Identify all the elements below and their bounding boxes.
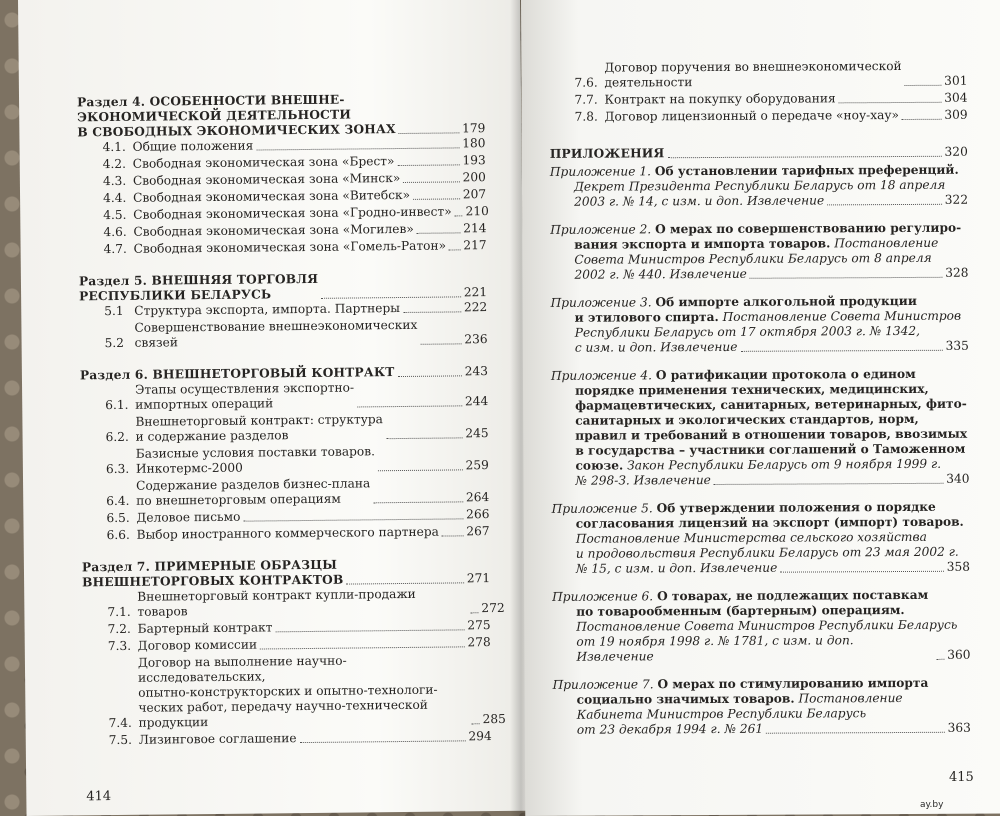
item-title: Этапы осуществления экспортно- импортных операций [135, 380, 355, 412]
item-title: Свободная экономическая зона «Гродно-инвест» [133, 204, 452, 222]
dot-leader [827, 204, 942, 206]
dot-leader [470, 612, 478, 613]
appendix-source-line: 2003 г. № 14, с изм. и доп. Извлечение [574, 193, 825, 209]
appendix-header [550, 145, 968, 162]
dot-leader [378, 469, 463, 471]
page-ref: 294 [468, 729, 492, 744]
appendix-label: Приложение 5. [551, 501, 653, 516]
toc-item [106, 443, 489, 477]
page-ref: 322 [944, 192, 969, 207]
right-page [521, 0, 1000, 816]
dot-leader [243, 518, 463, 521]
item-number: 7.2. [107, 621, 131, 637]
toc-section-4 [77, 91, 487, 257]
item-title: Деловое письмо [136, 509, 241, 525]
item-number: 6.2. [105, 429, 129, 445]
appendix-source-line: от 19 ноября 1998 г. № 1781, с изм. и доп. Извлечение [576, 633, 854, 664]
dot-leader [839, 102, 942, 104]
item-number: 4.4. [103, 190, 127, 206]
item-number: 4.2. [102, 156, 127, 172]
dot-leader [936, 659, 944, 660]
appendix-title-tail: Закон Республики Беларусь от 9 ноября 1999 г. [627, 456, 942, 473]
page-ref: 271 [466, 571, 491, 586]
page-ref: 363 [947, 720, 971, 735]
toc-item [104, 238, 487, 257]
item-number: 6.3. [105, 461, 130, 477]
appendix-entry [552, 500, 970, 577]
appendix-source-line: с изм. и доп. Извлечение [574, 339, 738, 355]
page-ref: 328 [945, 265, 969, 280]
dot-leader [902, 119, 941, 120]
item-title: Внешнеторговый контракт: структура и содержание разделов [135, 412, 383, 444]
left-page [18, 0, 529, 816]
toc-item [104, 317, 487, 351]
toc-item [104, 300, 487, 319]
toc-item [103, 204, 489, 223]
appendix-title-tail: Постановление [798, 691, 903, 706]
page-ref: 180 [462, 136, 486, 151]
item-number: 4.6. [103, 224, 127, 240]
page-ref: 193 [462, 153, 486, 168]
toc-item [102, 136, 485, 155]
item-number: 7.3. [107, 638, 132, 654]
page-ref: 236 [464, 332, 488, 347]
toc-item [108, 652, 506, 731]
dot-leader [373, 501, 463, 503]
appendix-title-line: О ратификации протокола о едином [655, 366, 916, 383]
section-title: Раздел 5. ВНЕШНЯЯ ТОРГОВЛЯ РЕСПУБЛИКИ БЕЛАРУСЬ [78, 271, 319, 304]
item-number: 6.5. [106, 510, 130, 526]
item-title: Лизинговое соглашение [138, 731, 297, 747]
item-title: Выбор иностранного коммерческого партнера [136, 524, 439, 542]
page-ref: 217 [463, 238, 487, 253]
appendix-title-line: Об утверждении положения о порядке [656, 499, 936, 516]
dot-leader [398, 375, 462, 377]
page-ref: 179 [462, 121, 486, 136]
appendix-title-line: фармацевтических, санитарных, ветеринарных, фито- [575, 396, 967, 413]
page-ref: 360 [947, 647, 971, 662]
section-title: Раздел 6. ВНЕШНЕТОРГОВЫЙ КОНТРАКТ [79, 365, 395, 383]
page-ref: 335 [945, 338, 969, 353]
appendix-title-line: в государства – участники соглашений о Таможенном [575, 441, 966, 458]
appendix-title-tail: Постановление [834, 235, 939, 251]
appendix-source-line: Постановление Министерства сельского хозяйства [575, 529, 927, 546]
page-ref: 267 [466, 524, 490, 539]
section-title: Раздел 7. ПРИМЕРНЫЕ ОБРАЗЦЫ ВНЕШНЕТОРГОВЫХ КОНТРАКТОВ [81, 557, 344, 590]
appendix-source-line: № 15, с изм. и доп. Извлечение [575, 560, 778, 576]
page-ref: 266 [466, 507, 490, 522]
item-title: Свободная экономическая зона «Минск» [132, 171, 401, 188]
item-number: 4.1. [102, 139, 126, 155]
page-ref: 214 [463, 221, 487, 236]
appendix-source-line: Постановление Совета Министров Республики Беларусь [576, 617, 958, 634]
dot-leader [357, 405, 462, 407]
item-title: Структура экспорта, импорта. Партнеры [134, 301, 401, 318]
appendix-last-line [574, 266, 968, 283]
dot-leader [667, 156, 941, 158]
toc-item [107, 586, 505, 620]
item-number: 5.2 [104, 335, 125, 351]
dot-leader [766, 732, 944, 734]
item-title: Бартерный контракт [137, 620, 273, 636]
item-title: Внешнеторговый контракт купли-продажи товаров [137, 586, 416, 619]
toc-section-7 [81, 556, 506, 748]
appendix-title: ПРИЛОЖЕНИЯ [549, 146, 665, 161]
appendix-source-line: Республики Беларусь от 17 октября 2003 г. № 1342, [574, 323, 921, 340]
appendix-title-line: Об импорте алкогольной продукции [655, 293, 917, 310]
appendix-label: Приложение 1. [549, 164, 651, 179]
item-number: 6.4. [106, 493, 130, 509]
appendix-title-line: союзе. [575, 458, 624, 473]
item-number: 4.5. [103, 207, 127, 223]
page-ref: 244 [464, 394, 489, 409]
appendix-last-line [577, 721, 971, 738]
item-number: 7.1. [107, 604, 131, 620]
page-ref: 301 [944, 73, 968, 88]
item-number: 7.6. [574, 75, 598, 90]
item-title: Свободная экономическая зона «Брест» [132, 154, 395, 171]
dot-leader [256, 147, 459, 150]
toc-item [574, 91, 967, 108]
toc-item [103, 187, 486, 206]
item-number: 7.5. [108, 732, 133, 748]
appendix-title-line: правил и требований в отношении товаров, ввозимых [575, 426, 968, 443]
dot-leader [397, 164, 459, 166]
dot-leader [413, 198, 460, 199]
appendix-title-line: и этилового спирта. [574, 309, 719, 325]
page-number: 415 [949, 770, 974, 785]
page-ref: 221 [463, 285, 488, 300]
page-ref: 243 [464, 364, 488, 379]
toc-section-6 [80, 364, 490, 543]
page-ref: 304 [944, 90, 968, 105]
appendix-source-line: 2002 г. № 440. Извлечение [574, 266, 747, 282]
page-ref: 320 [944, 144, 968, 159]
section-heading [79, 270, 487, 304]
appendix-title-line: по товарообменным (бартерным) операциям. [576, 602, 905, 619]
dot-leader [420, 343, 461, 344]
page-ref: 285 [482, 711, 506, 727]
toc-item [105, 379, 488, 413]
item-title: Свободная экономическая зона «Гомель-Ратон» [133, 238, 447, 256]
dot-leader [741, 350, 943, 352]
item-title: Содержание разделов бизнес-плана по внешнеторговым операциям [136, 476, 371, 508]
appendix-source-line: и продовольствия Республики Беларусь от 23 мая 2002 г. [575, 544, 959, 561]
appendix-last-line [576, 560, 970, 577]
page-ref: 272 [481, 600, 505, 616]
dot-leader [417, 232, 460, 233]
appendix-title-line: вания экспорта и импорта товаров. [574, 236, 831, 252]
page-ref: 278 [467, 635, 491, 650]
appendix-label: Приложение 7. [552, 677, 654, 692]
page-ref: 207 [462, 187, 487, 202]
appendix-entry [550, 163, 968, 210]
appendix-source-line: № 298-З. Извлечение [575, 473, 711, 488]
dot-leader [275, 629, 464, 632]
appendix-title-line: О товарах, не подлежащих поставкам [657, 587, 929, 604]
appendix-entry [551, 367, 970, 489]
appendix-entry [550, 221, 968, 283]
page-ref: 200 [462, 170, 486, 185]
toc-item [107, 524, 490, 543]
toc-section-5 [79, 270, 488, 351]
section-heading [82, 556, 490, 590]
dot-leader [260, 646, 464, 649]
item-number: 4.7. [103, 241, 127, 257]
page-ref: 358 [946, 559, 971, 574]
item-title: Договор на выполнение научно-исследовательских, опытно-конструкторских и опытно-технологи- ческих работ, передачу научно-технической продукции [137, 653, 438, 730]
item-number: 4.3. [102, 173, 127, 189]
appendix-title-line: согласования лицензий на экспорт (импорт) товаров. [575, 514, 964, 531]
item-title: Свободная экономическая зона «Витебск» [133, 187, 411, 205]
appendix-entry [552, 588, 970, 665]
item-title: Общие положения [132, 138, 254, 154]
toc-item [103, 221, 486, 240]
page-ref: 259 [465, 458, 489, 473]
dot-leader [321, 296, 460, 298]
page-ref: 222 [463, 300, 488, 315]
appendix-source-line: Совета Министров Республики Беларусь от 8 апреля [574, 250, 932, 267]
item-title: Совершенствование внешнеэкономических связей [134, 317, 418, 350]
page-ref: 340 [946, 471, 970, 486]
appendix-label: Приложение 3. [550, 295, 652, 310]
toc-item [108, 618, 491, 637]
appendix-title-line: О мерах по совершенствованию регулиро- [655, 220, 962, 237]
appendix-entry [553, 676, 971, 738]
dot-leader [472, 723, 480, 724]
toc-item [106, 507, 489, 526]
section-heading [77, 91, 485, 140]
right-toc [549, 59, 971, 751]
toc-section-7-continued [549, 59, 967, 125]
toc-item [108, 635, 491, 654]
appendix-entry [551, 294, 969, 356]
dot-leader [403, 181, 459, 183]
dot-leader [300, 740, 466, 743]
dot-leader [905, 85, 941, 86]
toc-item [109, 729, 492, 748]
left-toc [77, 91, 506, 765]
section-title: Раздел 4. ОСОБЕННОСТИ ВНЕШНЕ- ЭКОНОМИЧЕСКОЙ ДЕЯТЕЛЬНОСТИ В СВОБОДНЫХ ЭКОНОМИЧЕСКИХ ЗОНАХ [77, 92, 396, 140]
page-ref: 264 [465, 490, 490, 505]
page-ref: 210 [465, 204, 489, 219]
dot-leader [455, 215, 463, 216]
item-number: 6.1. [105, 397, 129, 413]
appendix-title-line: Об установлении тарифных преференций. [654, 162, 959, 179]
item-title: Договор комиссии [137, 637, 258, 653]
dot-leader [346, 582, 463, 584]
toc-item [103, 170, 486, 189]
dot-leader [449, 249, 460, 250]
dot-leader [399, 132, 459, 134]
appendix-last-line [574, 193, 968, 210]
appendix-source-line: Кабинета Министров Республики Беларусь [576, 706, 867, 722]
toc-item [575, 108, 968, 125]
appendix-last-line [576, 633, 970, 665]
page-ref: 275 [467, 618, 491, 633]
dot-leader [750, 277, 942, 279]
item-title: Договор поручения во внешнеэкономической деятельности [604, 59, 902, 90]
appendix-title-line: порядке применения технических, медицинских, [575, 381, 929, 398]
appendix-title-line: О мерах по стимулированию импорта [657, 675, 929, 692]
page-ref: 245 [465, 426, 489, 441]
appendix-source-line: Декрет Президента Республики Беларусь от 18 апреля [573, 177, 946, 194]
item-number: 7.8. [574, 109, 598, 124]
dot-leader [386, 437, 462, 439]
appendix-last-line [575, 339, 969, 356]
appendix-source-line: от 23 декабря 1994 г. № 261 [576, 721, 764, 737]
toc-item [106, 475, 489, 509]
item-number: 7.7. [574, 92, 598, 107]
appendix-title-line: санитарных и экологических стандартов, норм, [575, 411, 919, 428]
item-title: Базисные условия поставки товаров. Инкотермс-2000 [135, 444, 376, 476]
item-number: 5.1 [104, 303, 124, 319]
page-ref: 309 [944, 107, 968, 122]
item-title: Контракт на покупку оборудования [604, 91, 836, 107]
dot-leader [442, 535, 463, 536]
dot-leader [714, 483, 943, 485]
toc-item [103, 153, 486, 172]
item-title: Договор лицензионный о передаче «ноу-хау» [604, 108, 900, 124]
item-number: 7.4. [108, 715, 132, 731]
appendix-title-line: социально значимых товаров. [576, 691, 795, 707]
appendix-title-tail: Постановление Совета Министров [722, 308, 962, 324]
dot-leader [403, 311, 461, 313]
item-number: 6.6. [106, 527, 130, 543]
appendix-last-line [575, 472, 969, 489]
dot-leader [780, 571, 943, 573]
toc-item [574, 59, 967, 91]
toc-item [105, 411, 488, 445]
watermark: ay.by [920, 800, 944, 810]
appendix-label: Приложение 6. [552, 589, 654, 604]
appendix-label: Приложение 4. [550, 368, 653, 383]
page-number: 414 [86, 789, 112, 805]
item-title: Свободная экономическая зона «Могилев» [133, 221, 414, 239]
appendix-label: Приложение 2. [550, 222, 652, 237]
